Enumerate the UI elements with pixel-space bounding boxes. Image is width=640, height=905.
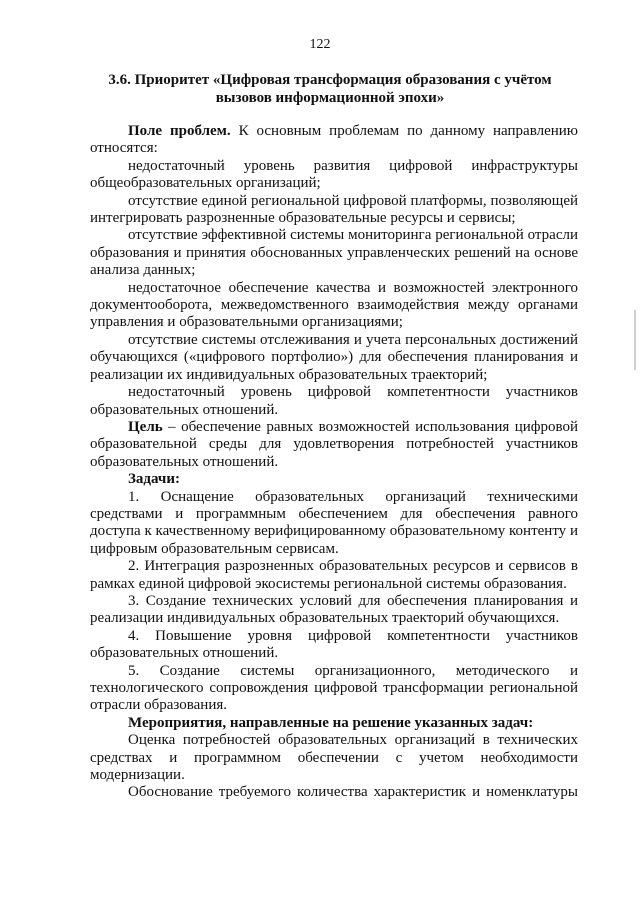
- problems-intro: [90, 123, 578, 158]
- goal-paragraph: [90, 419, 578, 471]
- task-item: 4. Повышение уровня цифровой компетентности участников образовательных отношений.: [90, 627, 578, 662]
- measures-title: Мероприятия, направленные на решение указанных задач:: [128, 714, 534, 731]
- task-item: 5. Создание системы организационного, методического и технологического сопровождения цифровой трансформации региональной отрасли образования.: [90, 662, 578, 714]
- task-item: 1. Оснащение образовательных организаций техническими средствами и программным обеспечением для обеспечения равного доступа к качественному верифицированному образовательному контенту и цифровым образовательным сервисам.: [90, 488, 578, 557]
- task-item: 2. Интеграция разрозненных образовательных ресурсов и сервисов в рамках единой цифровой экосистемы региональной системы образования.: [90, 558, 578, 592]
- goal-text: – обеспечение равных возможностей использования цифровой образовательной среды для удовлетворения потребностей участников образовательных отношений.: [90, 418, 578, 470]
- measure-item: Оценка потребностей образовательных организаций в технических средствах и программном обеспечении с учетом необходимости модернизации.: [90, 732, 578, 784]
- section-heading-line-2: вызовов информационной эпохи»: [215, 90, 445, 106]
- tasks-title: Задачи:: [128, 471, 181, 488]
- problems-lead-text: К основным проблемам по данному направлению относятся:: [90, 123, 578, 157]
- section-heading: [90, 71, 570, 107]
- scan-edge-mark: [634, 310, 636, 370]
- problem-item: отсутствие системы отслеживания и учета персональных достижений обучающихся («цифрового портфолио») для обеспечения планирования и реализации их индивидуальных образовательных траекторий;: [90, 331, 578, 383]
- problems-lead: Поле проблем.: [128, 123, 231, 139]
- problem-item: отсутствие эффективной системы мониторинга региональной отрасли образования и принятия обоснованных управленческих решений на основе анализа данных;: [90, 227, 578, 279]
- problem-item: недостаточный уровень развития цифровой инфраструктуры общеобразовательных организаций;: [90, 157, 578, 192]
- task-item: 3. Создание технических условий для обеспечения планирования и реализации индивидуальных образовательных траекторий обучающихся.: [90, 592, 578, 627]
- page-number: 122: [309, 37, 331, 52]
- problem-item: недостаточное обеспечение качества и возможностей электронного документооборота, межведомственного взаимодействия между органами управления и образовательными организациями;: [90, 279, 578, 331]
- goal-lead: Цель: [128, 418, 163, 435]
- problem-item: отсутствие единой региональной цифровой платформы, позволяющей интегрировать разрозненные образовательные ресурсы и сервисы;: [90, 192, 578, 227]
- document-body: [90, 123, 578, 802]
- section-heading-line-1: 3.6. Приоритет «Цифровая трансформация образования с учётом: [108, 72, 552, 88]
- problem-item: недостаточный уровень цифровой компетентности участников образовательных отношений.: [90, 384, 578, 418]
- measure-item: Обоснование требуемого количества характеристик и номенклатуры: [128, 784, 578, 801]
